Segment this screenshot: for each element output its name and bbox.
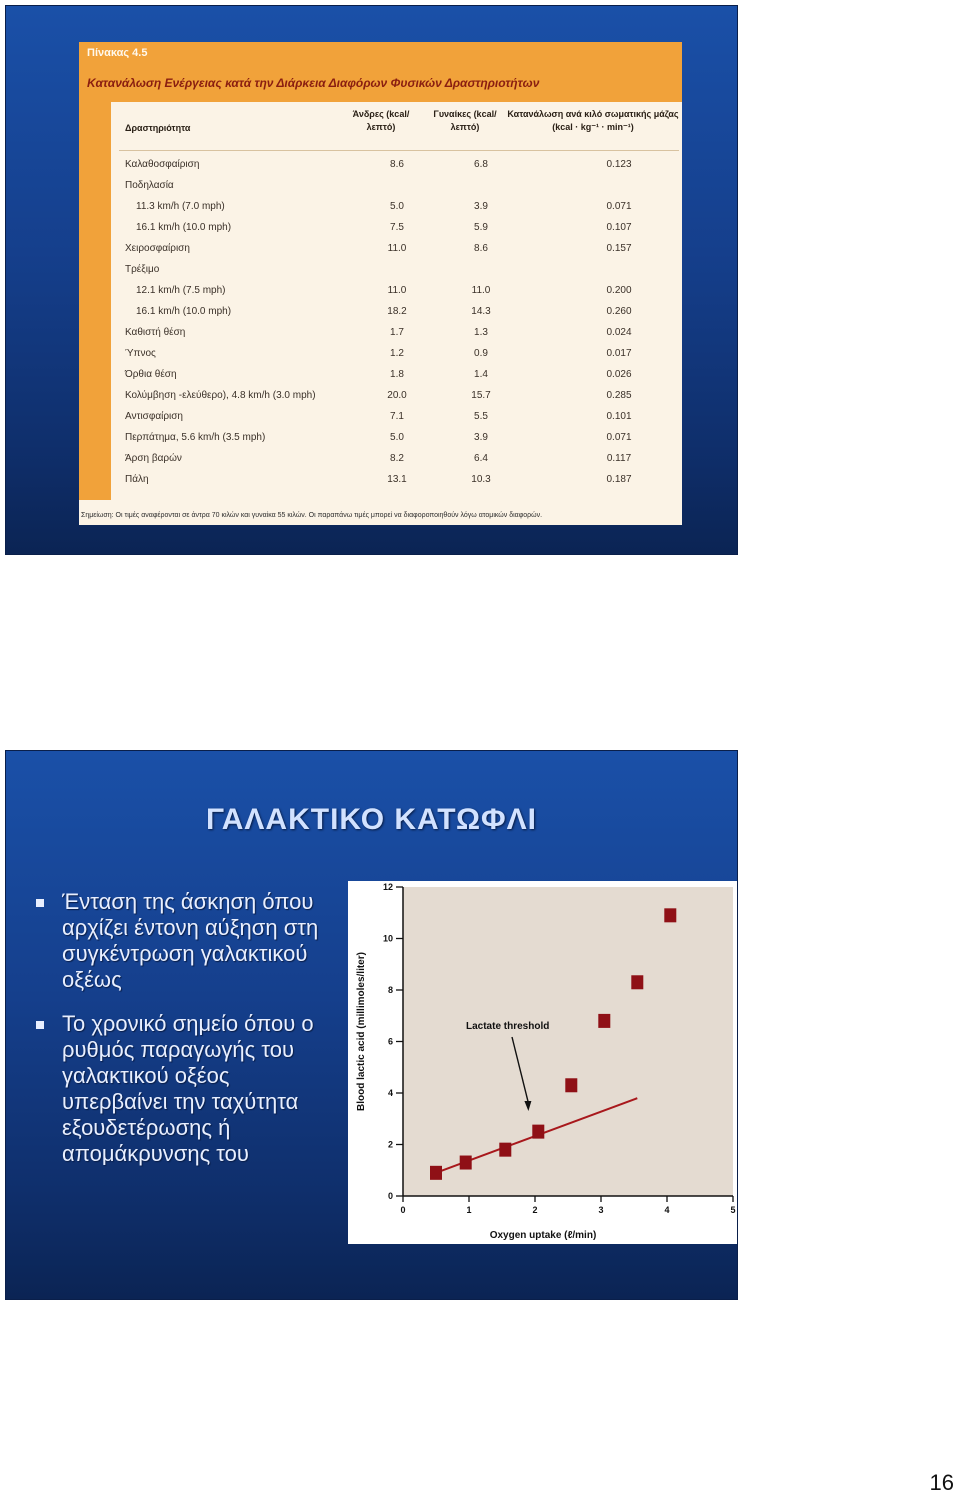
row-per-kg-value: 0.157	[606, 243, 632, 254]
table-row	[119, 471, 679, 491]
row-women-value: 6.4	[474, 453, 488, 464]
row-activity: Κολύμβηση -ελεύθερο), 4.8 km/h (3.0 mph)	[125, 390, 316, 401]
row-women-value: 1.4	[474, 369, 488, 380]
lactate-chart	[348, 881, 737, 1244]
row-per-kg-value: 0.026	[606, 369, 632, 380]
row-activity: 11.3 km/h (7.0 mph)	[136, 201, 225, 212]
row-per-kg-value: 0.024	[606, 327, 632, 338]
column-header-per-kg: Κατανάλωση ανά κιλό σωματικής μάζας (kcal · kg⁻¹ · min⁻¹)	[507, 109, 679, 132]
row-activity: 16.1 km/h (10.0 mph)	[136, 222, 232, 233]
bullet-marker-icon	[36, 1021, 44, 1029]
table-row	[119, 156, 679, 176]
column-header-women: Γυναίκες (kcal/λεπτό)	[433, 109, 497, 132]
table-side-stripe	[79, 102, 111, 500]
row-per-kg-value: 0.107	[606, 222, 632, 233]
bullet-text: Ένταση της άσκηση όπου αρχίζει έντονη αύξηση στη συγκέντρωση γαλακτικού οξέως	[62, 889, 319, 992]
row-activity: Ποδηλασία	[125, 180, 174, 191]
slide-energy-table	[6, 6, 737, 554]
y-tick-label: 10	[382, 933, 393, 944]
row-women-value: 8.6	[474, 243, 488, 254]
table-row	[119, 282, 679, 302]
row-women-value: 6.8	[474, 159, 488, 170]
row-per-kg-value: 0.285	[606, 390, 632, 401]
row-per-kg-value: 0.101	[606, 411, 632, 422]
row-per-kg-value: 0.123	[606, 159, 632, 170]
bullet-list	[34, 889, 334, 1185]
table-row	[119, 303, 679, 323]
y-tick-label: 2	[387, 1139, 393, 1150]
row-activity: 12.1 km/h (7.5 mph)	[136, 285, 226, 296]
row-men-value: 20.0	[387, 390, 407, 401]
row-women-value: 0.9	[474, 348, 488, 359]
row-men-value: 8.6	[390, 159, 404, 170]
data-point	[565, 1078, 577, 1092]
row-per-kg-value: 0.260	[606, 306, 632, 317]
table-label: Πίνακας 4.5	[87, 47, 148, 59]
row-men-value: 18.2	[387, 306, 407, 317]
table-image-panel	[79, 42, 682, 525]
row-men-value: 13.1	[387, 474, 407, 485]
table-row	[119, 261, 679, 281]
row-women-value: 3.9	[474, 201, 488, 212]
row-activity: 16.1 km/h (10.0 mph)	[136, 306, 232, 317]
bullet-text: Το χρονικό σημείο όπου ο ρυθμός παραγωγής του γαλακτικού οξέος υπερβαίνει την ταχύτητα εξουδετέρωσης ή απομάκρυνσης του	[62, 1011, 314, 1166]
x-tick-label: 3	[598, 1205, 604, 1215]
row-activity: Χειροσφαίριση	[125, 243, 190, 254]
row-women-value: 11.0	[471, 285, 491, 296]
y-tick-label: 6	[387, 1036, 393, 1047]
row-activity: Τρέξιμο	[125, 264, 160, 275]
table-title: Κατανάλωση Ενέργειας κατά την Διάρκεια Διαφόρων Φυσικών Δραστηριοτήτων	[87, 76, 540, 90]
row-men-value: 11.0	[387, 243, 407, 254]
row-activity: Καλαθοσφαίριση	[125, 159, 200, 170]
data-point	[430, 1166, 442, 1180]
row-women-value: 10.3	[471, 474, 491, 485]
lactate-chart-svg	[348, 881, 737, 1244]
row-activity: Αντισφαίριση	[125, 411, 183, 422]
row-activity: Περπάτημα, 5.6 km/h (3.5 mph)	[125, 432, 266, 443]
y-tick-label: 12	[382, 882, 393, 892]
x-tick-label: 2	[532, 1205, 538, 1215]
plot-area	[403, 887, 733, 1196]
bullet-item	[34, 1011, 334, 1167]
table-note: Σημείωση: Οι τιμές αναφέρονται σε άντρα 70 κιλών και γυναίκα 55 κιλών. Οι παραπάνω τιμές μπορεί να διαφοροποιηθούν λόγω ατομικών διαφορών.	[81, 512, 543, 519]
row-men-value: 7.5	[390, 222, 404, 233]
row-activity: Άρση βαρών	[125, 453, 182, 464]
x-tick-label: 4	[664, 1205, 670, 1215]
row-men-value: 5.0	[390, 201, 404, 212]
table-row	[119, 408, 679, 428]
data-point	[631, 975, 643, 989]
row-women-value: 5.5	[474, 411, 488, 422]
page-number: 16	[929, 1470, 954, 1495]
row-men-value: 1.8	[390, 369, 404, 380]
row-women-value: 15.7	[471, 390, 491, 401]
data-point	[598, 1014, 610, 1028]
row-men-value: 1.7	[390, 327, 404, 338]
table-row	[119, 429, 679, 449]
table-row	[119, 324, 679, 344]
table-row	[119, 198, 679, 218]
row-men-value: 1.2	[390, 348, 404, 359]
table-row	[119, 240, 679, 260]
row-women-value: 1.3	[474, 327, 488, 338]
table-row	[119, 450, 679, 470]
y-tick-label: 8	[387, 985, 393, 995]
bullet-marker-icon	[36, 899, 44, 907]
table-row	[119, 387, 679, 407]
row-per-kg-value: 0.187	[606, 474, 632, 485]
row-men-value: 11.0	[387, 285, 407, 296]
row-per-kg-value: 0.071	[606, 201, 632, 212]
table-header-band	[79, 42, 682, 102]
bullet-item	[34, 889, 334, 993]
column-header-activity: Δραστηριότητα	[125, 123, 191, 133]
y-axis-label: Blood lactic acid (millimoles/liter)	[356, 952, 367, 1111]
table-row	[119, 366, 679, 386]
data-point	[460, 1156, 472, 1170]
row-women-value: 5.9	[474, 222, 488, 233]
row-women-value: 3.9	[474, 432, 488, 443]
row-activity: Καθιστή θέση	[125, 327, 186, 338]
row-per-kg-value: 0.017	[606, 348, 632, 359]
row-men-value: 8.2	[390, 453, 404, 464]
row-activity: Ύπνος	[125, 348, 156, 359]
data-point	[499, 1143, 511, 1157]
row-per-kg-value: 0.117	[606, 453, 632, 464]
x-tick-label: 0	[400, 1205, 406, 1215]
row-women-value: 14.3	[471, 306, 491, 317]
y-tick-label: 4	[387, 1088, 393, 1098]
x-tick-label: 1	[466, 1205, 472, 1215]
header-divider	[119, 150, 679, 151]
row-activity: Όρθια θέση	[125, 369, 177, 380]
table-row	[119, 345, 679, 365]
x-axis-label: Oxygen uptake (ℓ/min)	[489, 1230, 597, 1241]
row-per-kg-value: 0.200	[606, 285, 632, 296]
row-men-value: 7.1	[390, 411, 404, 422]
slide-lactate-threshold	[6, 751, 737, 1299]
table-row	[119, 177, 679, 197]
data-point	[532, 1125, 544, 1139]
lactate-threshold-label: Lactate threshold	[466, 1021, 550, 1032]
slide-title: ΓΑΛΑΚΤΙΚΟ ΚΑΤΩΦΛΙ	[205, 803, 538, 836]
column-header-men: Άνδρες (kcal/λεπτό)	[352, 109, 410, 132]
row-men-value: 5.0	[390, 432, 404, 443]
row-activity: Πάλη	[125, 474, 149, 485]
data-point	[664, 908, 676, 922]
row-per-kg-value: 0.071	[606, 432, 632, 443]
x-tick-label: 5	[730, 1205, 736, 1215]
table-row	[119, 219, 679, 239]
y-tick-label: 0	[387, 1191, 393, 1201]
